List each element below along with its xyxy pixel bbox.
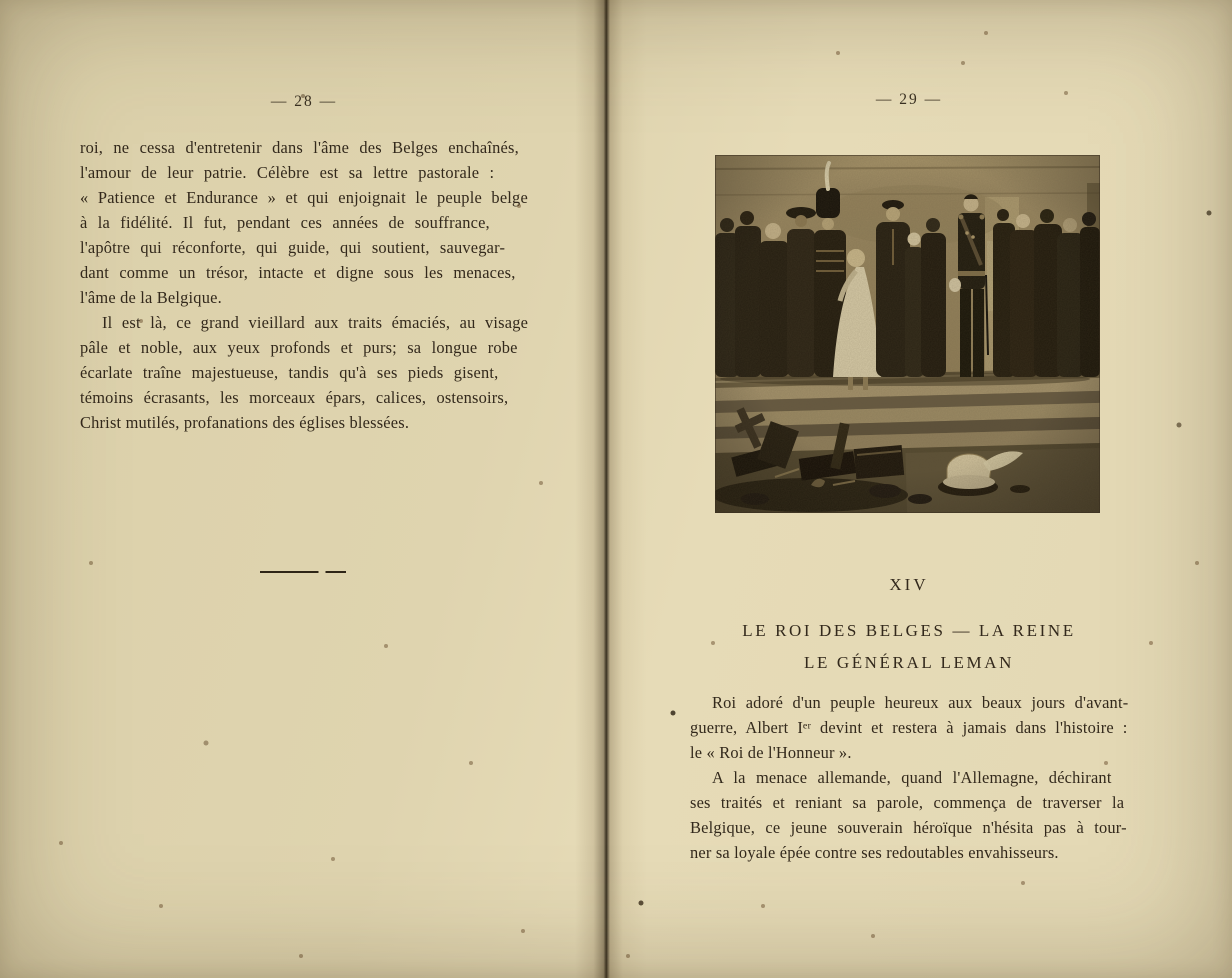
section-divider-rule bbox=[260, 571, 346, 573]
text-line: A la menace allemande, quand l'Allemagne, déchirant bbox=[712, 768, 1112, 787]
text-line: le « Roi de l'Honneur ». bbox=[690, 743, 852, 762]
text-line: ner sa loyale épée contre ses redoutables envahisseurs. bbox=[690, 843, 1059, 862]
text-line: Roi adoré d'un peuple heureux aux beaux jours d'avant- bbox=[712, 693, 1129, 712]
chapter-title-line: LE GÉNÉRAL LEMAN bbox=[804, 653, 1014, 672]
paragraph bbox=[690, 765, 1128, 865]
text-line: guerre, Albert Iᵉʳ devint et restera à jamais dans l'histoire : bbox=[690, 718, 1128, 737]
text-line: Belgique, ce jeune souverain héroïque n'hésita pas à tour- bbox=[690, 818, 1127, 837]
page-number: — 28 — bbox=[270, 93, 338, 110]
chapter-title-line: LE ROI DES BELGES — LA REINE bbox=[742, 621, 1076, 640]
text-line: « Patience et Endurance » et qui enjoignait le peuple belge bbox=[80, 188, 528, 207]
text-line: à la fidélité. Il fut, pendant ces années de souffrance, bbox=[80, 213, 490, 232]
left-text-block bbox=[80, 135, 528, 435]
photo-illustration bbox=[715, 155, 1100, 513]
page-right bbox=[616, 0, 1232, 978]
text-line: dant comme un trésor, intacte et digne sous les menaces, bbox=[80, 263, 516, 282]
text-line: l'apôtre qui réconforte, qui guide, qui soutient, sauvegar- bbox=[80, 238, 506, 257]
text-line: Il est là, ce grand vieillard aux traits émaciés, au visage bbox=[102, 313, 529, 332]
paragraph bbox=[690, 690, 1128, 765]
paragraph bbox=[80, 310, 528, 435]
text-line: ses traités et reniant sa parole, commença de traverser la bbox=[690, 793, 1125, 812]
text-line: l'amour de leur patrie. Célèbre est sa lettre pastorale : bbox=[80, 163, 495, 182]
text-line: pâle et noble, aux yeux profonds et purs; sa longue robe bbox=[80, 338, 518, 357]
text-line: l'âme de la Belgique. bbox=[80, 288, 222, 307]
right-text-block bbox=[690, 690, 1128, 865]
text-line: roi, ne cessa d'entretenir dans l'âme des Belges enchaînés, bbox=[80, 138, 519, 157]
text-line: écarlate traîne majestueuse, tandis qu'à ses pieds gisent, bbox=[80, 363, 499, 382]
text-line: témoins écrasants, les morceaux épars, calices, ostensoirs, bbox=[80, 388, 509, 407]
page-number: — 29 — bbox=[875, 91, 943, 108]
paragraph bbox=[80, 135, 528, 310]
chapter-title bbox=[690, 615, 1128, 679]
chapter-number: XIV bbox=[889, 575, 929, 594]
text-line: Christ mutilés, profanations des églises blessées. bbox=[80, 413, 410, 432]
